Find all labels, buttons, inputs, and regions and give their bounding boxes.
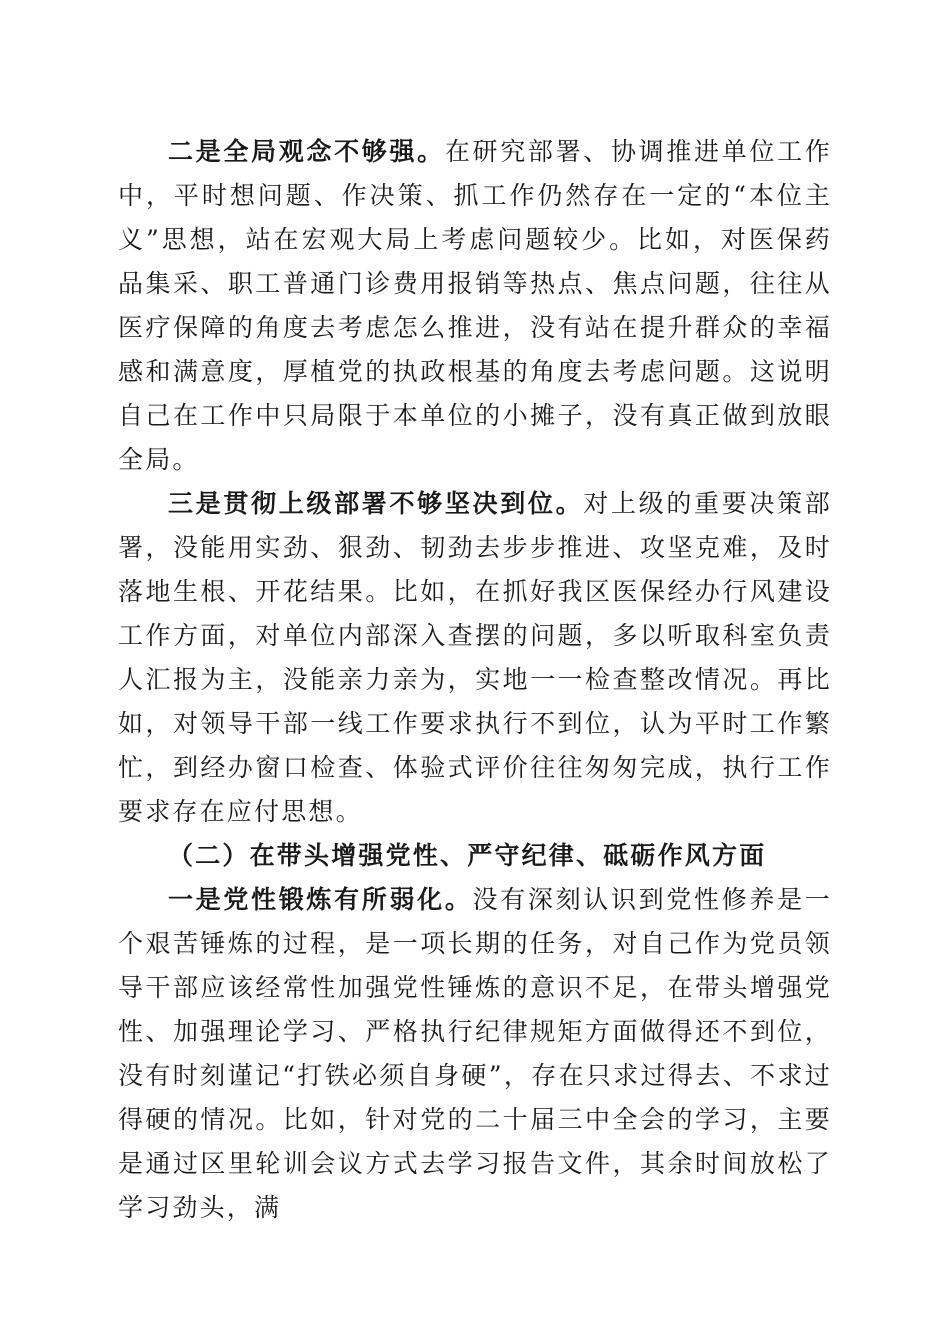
paragraph-party-spirit: [118, 878, 832, 1230]
paragraph-lead: 二是全局观念不够强。: [168, 137, 445, 166]
paragraph-body: 在研究部署、协调推进单位工作中，平时想问题、作决策、抓工作仍然存在一定的“本位主义”思想，站在宏观大局上考虑问题较少。比如，对医保药品集采、职工普通门诊费用报销等热点、焦点问题，往往从医疗保障的角度去考虑怎么推进，没有站在提升群众的幸福感和满意度，厚植党的执政根基的角度去考虑问题。这说明自己在工作中只局限于本单位的小摊子，没有真正做到放眼全局。: [118, 137, 832, 474]
paragraph-body: 没有深刻认识到党性修养是一个艰苦锤炼的过程，是一项长期的任务，对自己作为党员领导干部应该经常性加强党性锤炼的意识不足，在带头增强党性、加强理论学习、严格执行纪律规矩方面做得还不到位，没有时刻谨记“打铁必须自身硬”，存在只求过得去、不求过得硬的情况。比如，针对党的二十届三中全会的学习，主要是通过区里轮训会议方式去学习报告文件，其余时间放松了学习劲头，满: [118, 885, 833, 1222]
document-page: [118, 130, 832, 1230]
paragraph-overall-view: [118, 130, 832, 482]
paragraph-implementation: [118, 482, 832, 834]
paragraph-lead: 一是党性锻炼有所弱化。: [168, 885, 473, 914]
paragraph-lead: 三是贯彻上级部署不够坚决到位。: [168, 489, 584, 518]
paragraph-body: 对上级的重要决策部署，没能用实劲、狠劲、韧劲去步步推进、攻坚克难，及时落地生根、开花结果。比如，在抓好我区医保经办行风建设工作方面，对单位内部深入查摆的问题，多以听取科室负责人汇报为主，没能亲力亲为，实地一一检查整改情况。再比如，对领导干部一线工作要求执行不到位，认为平时工作繁忙，到经办窗口检查、体验式评价往往匆匆完成，执行工作要求存在应付思想。: [118, 489, 832, 826]
section-heading: （二）在带头增强党性、严守纪律、砥砺作风方面: [168, 841, 767, 870]
